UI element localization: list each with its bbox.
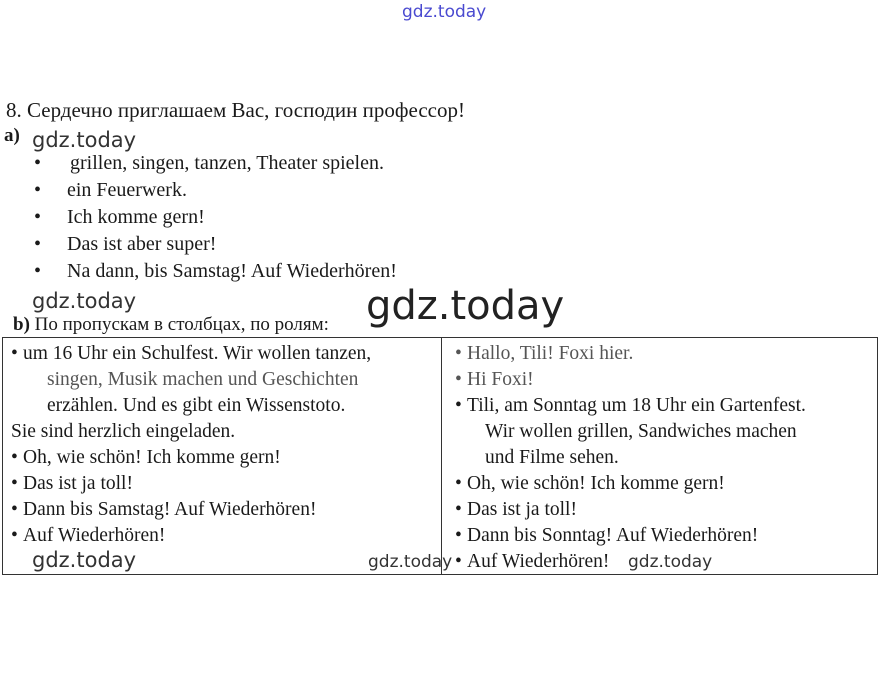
dialog-line: • Auf Wiederhören! xyxy=(455,549,873,575)
bullet: • xyxy=(455,499,462,520)
part-b-instruction: По пропускам в столбцах, по ролям: xyxy=(34,314,329,335)
dialog-line: • Oh, wie schön! Ich komme gern! xyxy=(11,445,437,471)
dialog-line: Wir wollen grillen, Sandwiches machen xyxy=(485,421,797,442)
bullet: • xyxy=(455,473,462,494)
list-item: • Das ist aber super! xyxy=(30,231,397,258)
list-item: • Ich komme gern! xyxy=(30,204,397,231)
watermark-big: gdz.today xyxy=(366,283,565,329)
dialog-line: • Oh, wie schön! Ich komme gern! xyxy=(455,471,873,497)
dialog-line: • Hallo, Tili! Foxi hier. xyxy=(455,341,873,367)
bullet: • xyxy=(455,395,462,416)
right-column xyxy=(455,341,873,575)
watermark-b3: gdz.today xyxy=(628,552,713,572)
part-a-label: a) xyxy=(4,125,20,146)
dialog-line: • um 16 Uhr ein Schulfest. Wir wollen tanzen, xyxy=(11,341,437,367)
list-item: • grillen, singen, tanzen, Theater spielen. xyxy=(30,150,397,177)
part-b-label: b) xyxy=(13,314,30,335)
dialog-line: • Auf Wiederhören! xyxy=(11,523,437,549)
watermark-top: gdz.today xyxy=(402,2,487,22)
dialog-line: • Das ist ja toll! xyxy=(11,471,437,497)
dialog-line: • Tili, am Sonntag um 18 Uhr ein Gartenfest. xyxy=(455,393,873,419)
dialog-line: • Hi Foxi! xyxy=(455,367,873,393)
dialog-line: und Filme sehen. xyxy=(485,447,619,468)
dialog-table xyxy=(2,337,878,575)
dialog-line: Sie sind herzlich eingeladen. xyxy=(11,421,236,442)
list-item: • ein Feuerwerk. xyxy=(30,177,397,204)
watermark-b2: gdz.today xyxy=(368,552,453,572)
bullet: • xyxy=(11,525,18,546)
bullet: • xyxy=(11,343,18,364)
watermark-a1: gdz.today xyxy=(32,128,137,152)
dialog-line: • Dann bis Samstag! Auf Wiederhören! xyxy=(11,497,437,523)
part-b-heading xyxy=(13,314,329,336)
left-column xyxy=(11,341,437,549)
bullet: • xyxy=(455,369,462,390)
bullet: • xyxy=(11,447,18,468)
bullet: • xyxy=(455,551,462,572)
watermark-b1: gdz.today xyxy=(32,548,137,572)
bullet: • xyxy=(455,525,462,546)
bullet: • xyxy=(11,473,18,494)
dialog-line: erzählen. Und es gibt ein Wissenstoto. xyxy=(47,395,346,416)
task-title: 8. Сердечно приглашаем Вас, господин профессор! xyxy=(6,98,465,122)
column-divider xyxy=(441,338,442,574)
dialog-line: singen, Musik machen und Geschichten xyxy=(47,369,359,390)
bullet: • xyxy=(455,343,462,364)
part-a-list xyxy=(30,150,397,285)
dialog-line: • Das ist ja toll! xyxy=(455,497,873,523)
dialog-line: • Dann bis Sonntag! Auf Wiederhören! xyxy=(455,523,873,549)
list-item: • Na dann, bis Samstag! Auf Wiederhören! xyxy=(30,258,397,285)
bullet: • xyxy=(11,499,18,520)
watermark-a2: gdz.today xyxy=(32,289,137,313)
